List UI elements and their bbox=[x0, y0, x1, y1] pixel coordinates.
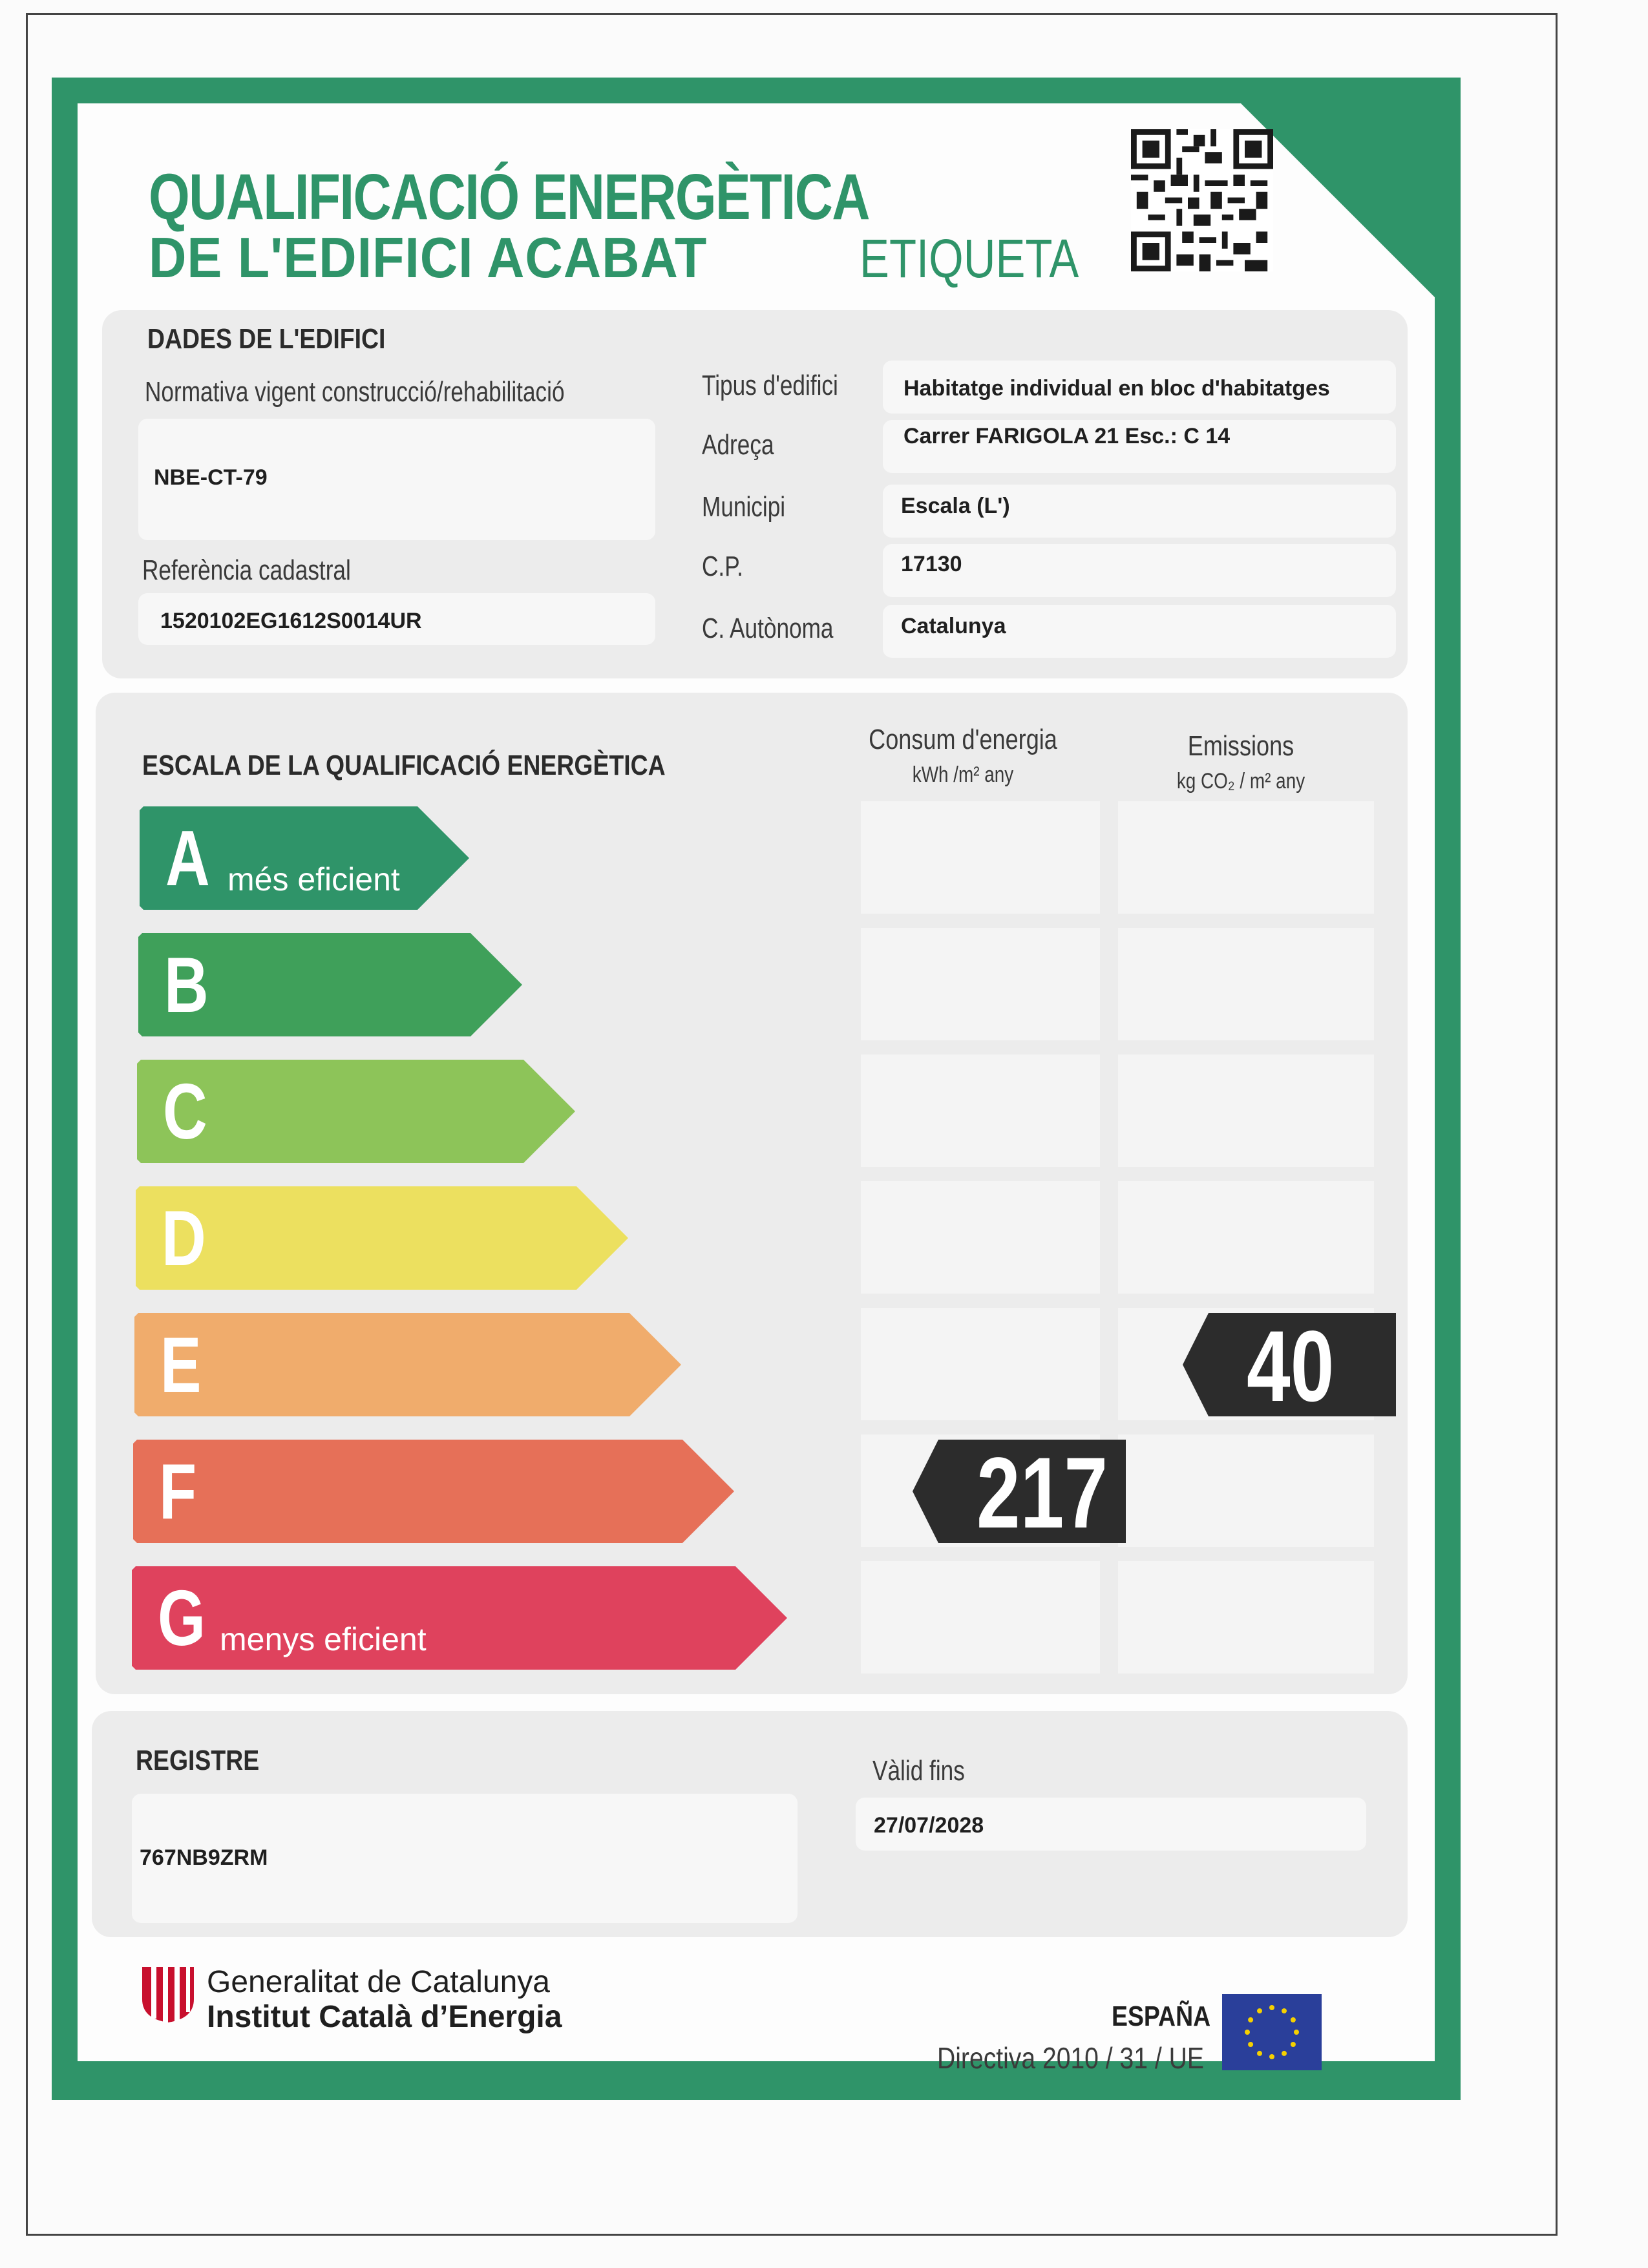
label-word: ETIQUETA bbox=[860, 228, 1079, 289]
building-type-value: Habitatge individual en bloc d'habitatges bbox=[903, 376, 1330, 401]
emissions-cell-a bbox=[1118, 801, 1374, 914]
eu-star bbox=[1282, 2008, 1287, 2013]
emissions-cell-c bbox=[1118, 1055, 1374, 1167]
region-label: C. Autònoma bbox=[702, 613, 834, 644]
grade-arrow-e bbox=[134, 1313, 681, 1416]
eu-flag-icon bbox=[1222, 1994, 1322, 2070]
grade-sub-g: menys eficient bbox=[220, 1621, 427, 1657]
eu-star bbox=[1248, 2017, 1253, 2022]
eu-star bbox=[1269, 2054, 1274, 2059]
eu-star bbox=[1291, 2017, 1296, 2022]
grade-letter-a: A bbox=[165, 814, 210, 902]
consumption-cell-e bbox=[861, 1308, 1100, 1420]
building-type-label: Tipus d'edifici bbox=[702, 370, 838, 401]
eu-star bbox=[1248, 2042, 1253, 2047]
valid-until-label: Vàlid fins bbox=[872, 1755, 965, 1787]
registry-title: REGISTRE bbox=[136, 1745, 260, 1776]
eu-star bbox=[1282, 2051, 1287, 2056]
directive-text: Directiva 2010 / 31 / UE bbox=[937, 2041, 1204, 2075]
grade-arrow-shape-d bbox=[136, 1186, 628, 1290]
grade-letter-d: D bbox=[162, 1194, 206, 1282]
emissions-unit: kg CO₂ / m² any bbox=[1176, 769, 1305, 793]
emissions-cell-f bbox=[1118, 1434, 1374, 1547]
emissions-indicator bbox=[1183, 1310, 1396, 1423]
eu-star bbox=[1291, 2042, 1296, 2047]
grade-letter-g: G bbox=[158, 1574, 206, 1662]
regulation-value: NBE-CT-79 bbox=[154, 465, 268, 490]
grade-letter-b: B bbox=[164, 941, 209, 1029]
regulation-label: Normativa vigent construcció/rehabilitació bbox=[145, 376, 565, 408]
emissions-header bbox=[1135, 730, 1347, 794]
country-name: ESPAÑA bbox=[1112, 2000, 1211, 2032]
organization-line2: Institut Català d’Energia bbox=[207, 2000, 562, 2034]
label-inner bbox=[78, 103, 1435, 2075]
qr-code-icon bbox=[1131, 129, 1273, 271]
grade-letter-c: C bbox=[163, 1067, 207, 1155]
title-line2: DE L'EDIFICI ACABAT bbox=[149, 226, 708, 289]
organization-line1: Generalitat de Catalunya bbox=[207, 1965, 550, 1999]
consumption-cell-c bbox=[861, 1055, 1100, 1167]
consumption-title: Consum d'energia bbox=[869, 724, 1057, 755]
emissions-indicator-value: 40 bbox=[1247, 1310, 1335, 1423]
address-value: Carrer FARIGOLA 21 Esc.: C 14 bbox=[903, 424, 1231, 448]
grade-letter-e: E bbox=[160, 1321, 202, 1409]
grade-arrow-fill-d bbox=[136, 1186, 628, 1290]
cadastral-value: 1520102EG1612S0014UR bbox=[160, 609, 422, 633]
cadastral-label: Referència cadastral bbox=[142, 554, 351, 586]
building-data-title: DADES DE L'EDIFICI bbox=[147, 323, 386, 355]
consumption-unit: kWh /m² any bbox=[912, 762, 1014, 787]
consumption-cell-g bbox=[861, 1561, 1100, 1674]
postal-code-value: 17130 bbox=[901, 552, 962, 576]
grade-arrow-shape-f bbox=[133, 1440, 734, 1543]
grade-arrow-fill-f bbox=[133, 1440, 734, 1543]
rating-scale-title: ESCALA DE LA QUALIFICACIÓ ENERGÈTICA bbox=[142, 750, 666, 781]
title-line1: QUALIFICACIÓ ENERGÈTICA bbox=[149, 161, 869, 233]
emissions-cell-b bbox=[1118, 928, 1374, 1040]
grade-arrow-c bbox=[137, 1060, 575, 1163]
address-label: Adreça bbox=[702, 429, 774, 461]
generalitat-logo-icon bbox=[136, 1960, 200, 2025]
eu-star bbox=[1257, 2008, 1262, 2013]
eu-star bbox=[1245, 2030, 1250, 2035]
consumption-cell-d bbox=[861, 1181, 1100, 1294]
consumption-cell-a bbox=[861, 801, 1100, 914]
grade-sub-a: més eficient bbox=[227, 861, 400, 898]
grade-arrow-a bbox=[140, 806, 469, 910]
consumption-cell-b bbox=[861, 928, 1100, 1040]
consumption-header bbox=[862, 724, 1064, 788]
energy-label-card bbox=[52, 78, 1461, 2100]
emissions-cell-g bbox=[1118, 1561, 1374, 1674]
grade-letter-f: F bbox=[159, 1447, 197, 1535]
grade-arrow-d bbox=[136, 1186, 628, 1290]
grade-arrow-f bbox=[133, 1440, 734, 1543]
emissions-title: Emissions bbox=[1187, 730, 1294, 762]
consumption-indicator-value: 217 bbox=[977, 1437, 1108, 1549]
valid-until-value: 27/07/2028 bbox=[874, 1813, 984, 1838]
municipality-label: Municipi bbox=[702, 491, 786, 523]
grade-arrow-b bbox=[138, 933, 522, 1036]
municipality-value: Escala (L') bbox=[901, 494, 1010, 518]
grade-arrow-g bbox=[132, 1566, 787, 1670]
postal-code-label: C.P. bbox=[702, 551, 743, 582]
region-value: Catalunya bbox=[901, 614, 1006, 638]
eu-star bbox=[1269, 2005, 1274, 2010]
grade-arrow-shape-e bbox=[134, 1313, 681, 1416]
eu-star bbox=[1257, 2051, 1262, 2056]
grade-arrow-fill-e bbox=[134, 1313, 681, 1416]
eu-star bbox=[1294, 2030, 1299, 2035]
registry-value: 767NB9ZRM bbox=[140, 1845, 268, 1870]
consumption-indicator bbox=[913, 1437, 1126, 1549]
emissions-cell-d bbox=[1118, 1181, 1374, 1294]
